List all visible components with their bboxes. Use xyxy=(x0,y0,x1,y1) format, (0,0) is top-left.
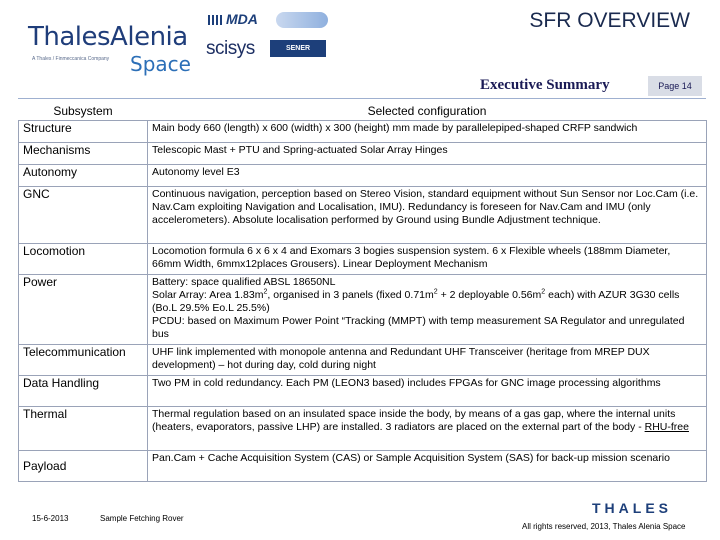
subsystem-cell: Power xyxy=(19,275,148,345)
page-title: SFR OVERVIEW xyxy=(529,9,690,32)
config-cell: Autonomy level E3 xyxy=(148,165,707,187)
footer-date: 15-6-2013 xyxy=(32,514,69,523)
table-row xyxy=(19,345,707,376)
mda-logo-text: MDA xyxy=(226,11,258,27)
footer-copyright: All rights reserved, 2013, Thales Alenia Space xyxy=(522,522,686,531)
configuration-table xyxy=(18,101,707,482)
config-cell: Main body 660 (length) x 600 (width) x 300 (height) mm made by parallelepiped-shaped CRFP sandwich xyxy=(148,121,707,143)
solar-text-c: + 2 deployable 0.56m xyxy=(437,289,542,302)
logo-space-text: Space xyxy=(130,52,191,76)
mda-bars-icon xyxy=(208,15,224,25)
section-subtitle: Executive Summary xyxy=(480,77,610,93)
power-pcdu: PCDU: based on Maximum Power Point “Tracking (MMPT) with temp measurement SA Regulator and unregulated bus xyxy=(152,315,685,341)
subsystem-cell: Payload xyxy=(19,451,148,482)
power-battery: Battery: space qualified ABSL 18650NL xyxy=(152,276,336,288)
table-row xyxy=(19,187,707,244)
header-divider xyxy=(18,98,706,99)
table-row xyxy=(19,451,707,482)
page-number: Page 14 xyxy=(648,76,702,96)
logo-tagline: A Thales / Finmeccanica Company xyxy=(32,56,110,62)
config-cell: Two PM in cold redundancy. Each PM (LEON3 based) includes FPGAs for GNC image processing algorithms xyxy=(148,376,707,407)
config-cell: Pan.Cam + Cache Acquisition System (CAS) or Sample Acquisition System (SAS) for back-up mission scenario xyxy=(148,451,707,482)
sener-logo: SENER xyxy=(270,40,326,57)
solar-text-a: Solar Array: Area 1.83m xyxy=(152,289,264,302)
subsystem-cell: Thermal xyxy=(19,407,148,451)
config-cell xyxy=(148,407,707,451)
subsystem-cell: Locomotion xyxy=(19,244,148,275)
subsystem-cell: Autonomy xyxy=(19,165,148,187)
solar-text-d: each) with AZUR 3G30 cells (Bo.L 29.5% Eo.L 25.5%) xyxy=(152,289,680,315)
table-row xyxy=(19,165,707,187)
config-cell: Continuous navigation, perception based on Stereo Vision, standard equipment without Sun Sensor nor Loc.Cam (i.e. Nav.Cam exploiting Navigation and Localisation, IMU). Redundancy is foreseen for Nav.Cam and IMU (only accelerometers). Absolute localisation performed by Ground using Bundle Adjustment technique. xyxy=(148,187,707,244)
superscript: 2 xyxy=(541,288,546,296)
table-row xyxy=(19,376,707,407)
table-row xyxy=(19,121,707,143)
thermal-text: Thermal regulation based on an insulated space inside the body, by means of a gas gap, where the internal units (heaters, evaporators, passive LHP) are installed. 3 radiators are placed on the external part of the body - xyxy=(152,408,676,434)
column-header-configuration: Selected configuration xyxy=(367,103,487,118)
power-solar-array xyxy=(152,289,702,315)
table-header-row xyxy=(19,101,707,121)
config-cell xyxy=(148,275,707,345)
subsystem-cell: Telecommunication xyxy=(19,345,148,376)
config-cell: UHF link implemented with monopole antenna and Redundant UHF Transceiver (heritage from MREP DUX development) – hot during day, cold during night xyxy=(148,345,707,376)
partner-logo-badge xyxy=(276,12,328,28)
table-row xyxy=(19,275,707,345)
subsystem-cell: Structure xyxy=(19,121,148,143)
mda-logo xyxy=(208,11,258,27)
table-row xyxy=(19,244,707,275)
table-row xyxy=(19,407,707,451)
config-cell: Telescopic Mast + PTU and Spring-actuated Solar Array Hinges xyxy=(148,143,707,165)
superscript: 2 xyxy=(433,288,438,296)
config-cell: Locomotion formula 6 x 6 x 4 and Exomars 3 bogies suspension system. 6 x Flexible wheels (188mm Diameter, 66mm Width, 6mmx12places Grousers). Linear Deployment Mechanism xyxy=(148,244,707,275)
column-header-subsystem: Subsystem xyxy=(53,103,113,118)
subsystem-cell: Data Handling xyxy=(19,376,148,407)
thermal-rhu-free: RHU-free xyxy=(644,421,689,434)
subsystem-cell: Mechanisms xyxy=(19,143,148,165)
footer-project: Sample Fetching Rover xyxy=(100,514,184,523)
table-row xyxy=(19,143,707,165)
superscript: 2 xyxy=(263,288,268,296)
subsystem-cell: GNC xyxy=(19,187,148,244)
solar-text-b: , organised in 3 panels (fixed 0.71m xyxy=(267,289,434,302)
scisys-logo: scisys xyxy=(206,38,255,59)
thales-alenia-space-logo xyxy=(22,18,192,74)
thales-logo: THALES xyxy=(592,500,672,516)
logo-main-text: ThalesAlenia xyxy=(28,22,188,52)
